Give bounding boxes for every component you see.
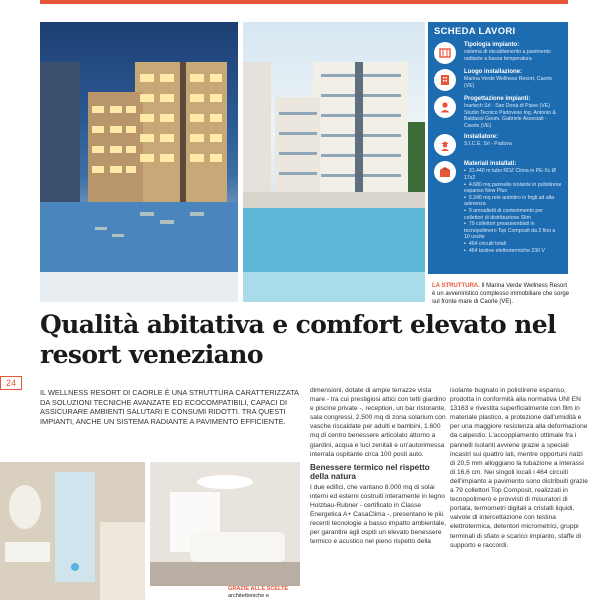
resort-day-photo [243,22,425,302]
bathroom-photo-1 [0,462,145,600]
work-sheet-title: SCHEDA LAVORI [434,26,516,37]
list-item: • 464 testine elettrotermiche 230 V [464,248,562,255]
work-sheet-item-title: Luogo installazione: [464,69,522,75]
work-sheet-box [428,22,568,274]
list-item: • 9 armadietti di contenimento per collettori di distribuzione Slim [464,208,562,221]
list-item: • 464 circuiti totali [464,241,562,248]
resort-night-photo [40,22,238,302]
work-sheet-item-text: Marina Verde Wellness Resort, Caorle (VE) [464,76,553,89]
work-sheet-item-type [434,42,562,64]
work-sheet-item-materials [434,161,562,254]
bathroom-caption [228,586,308,599]
article-headline: Qualità abitativa e comfort elevato nel resort veneziano [40,310,556,369]
bathroom-illustration-1 [0,462,145,600]
bathroom-caption-text: architettoniche e [228,592,270,599]
list-item: • 79 collettori preassemblati in tecnopolimero Top Composit da 3 fino a 10 uscite [464,221,562,241]
resort-night-illustration [40,22,238,302]
work-sheet-item-title: Progettazione impianti: [464,96,531,102]
work-sheet-item-text: S.I.C.E. Srl - Padova [464,141,512,148]
materials-list [464,168,562,254]
building-icon [434,69,456,91]
top-accent-rule [40,0,568,4]
section-subhead: Benessere termico nel rispetto della natura [310,462,430,482]
work-sheet-item-location [434,69,562,91]
resort-day-illustration [243,22,425,302]
photo-caption-lead: LA STRUTTURA. [432,283,480,289]
list-item: • 4.680 mq pannello isolante in polistirene espanso New Plus [464,182,562,195]
work-sheet-item-title: Materiali installati: [464,161,517,168]
article-column-2 [310,386,448,546]
worker-icon [434,134,456,156]
column-paragraph: dimensioni, dotate di ampie terrazze vista mare - tra cui prestigiosi attici con tetti giardino e piscine private -, reception, un bar ristorante, sala congressi, 2.500 mq di zona solarium con vasche riscaldate per adulti e bambini, 1.600 mq di centro benessere articolato attorno a giardini, acqua e luci zenitali e un'autorimessa interrata ospitante circa 100 posti auto. [310,387,446,458]
work-sheet-item-installer [434,134,562,156]
column-paragraph: isolante bugnato in polistirene espanso, prodotta in conformità alla normativa UNI EN 13163 e rivestita superficialmente con film in materiale plastico, a protezione dall'umidità e per una maggiore resistenza alla deformazione da calpestio. L'accoppiamento ottimale fra i pannelli isolanti avviene grazie a speciali incastri sui quattro lati, mentre opportuni rialzi di 20,5 mm alloggiano la tubazione a interassi di 16,6 cm. Nei singoli locali i 464 circuiti dell'impianto a pavimento sono distribuiti grazie a 79 collettori Top Composit, realizzati in tecnopolimero e provvisti di misuratori di portata, termometri digitali a cristalli liquidi, valvole di intercettazione con testina elettrotermica, detentori micrometrici, gruppi terminali di sfiato e scarico impianto, staffe di supporto e raccordi. [450,387,588,549]
bathroom-illustration-2 [150,462,300,586]
engineer-icon [434,96,456,118]
photo-caption [432,282,572,306]
materials-box-icon [434,161,456,183]
work-sheet-item-design [434,96,562,129]
bathroom-caption-lead: GRAZIE ALLE SCELTE [228,586,289,592]
column-paragraph: I due edifici, che vantano 8.000 mq di solai interni ed esterni costruiti interamente in legno Holzbau-Rubner - certificato in Classe Energetica A+ CasaClima -, presentano le più recenti tecnologie a basso impatto ambientale, per garantire agli ospiti un elevato benessere termico e acustico nel pieno rispetto della [310,483,446,546]
work-sheet-item-text: Inartech Srl - San Donà di Piave (VE) Studio Tecnico Padovese Ing. Antonio & Baldassi Geom. Gabriele Associati - Caorle (VE) [464,103,556,129]
article-lead: IL WELLNESS RESORT DI CAORLE È UNA STRUTTURA CARATTERIZZATA DA SOLUZIONI TECNICHE AVANZATE ED ECOCOMPATIBILI, CAPACI DI ASSICURARE AMBIENTI SALUTARI E CONSUMI RIDOTTI. TRA QUESTI IMPIANTI, ANCHE UN SISTEMA RADIANTE A PAVIMENTO EFFICIENTE. [40,388,299,426]
work-sheet-item-title: Installatore: [464,134,499,141]
bathroom-photo-2 [150,462,300,586]
article-column-3 [450,386,588,550]
work-sheet-item-title: Tipologia impianto: [464,42,520,48]
list-item: • 31.440 m tubo RDZ Clima in PE-Xc Ø 17x2 [464,168,562,181]
page-number: 24 [0,376,22,390]
radiator-icon [434,42,456,64]
list-item: • 5.240 mq rete antiritiro in fogli ad alta aderenza [464,195,562,208]
photo-caption-text: Il Marina Verde Wellness Resort è un avveniristico complesso immobiliare che sorge sul fronte mare di Caorle (VE). [432,283,570,305]
work-sheet-item-text: sistema di riscaldamento a pavimento radiante a bassa temperatura [464,49,551,62]
